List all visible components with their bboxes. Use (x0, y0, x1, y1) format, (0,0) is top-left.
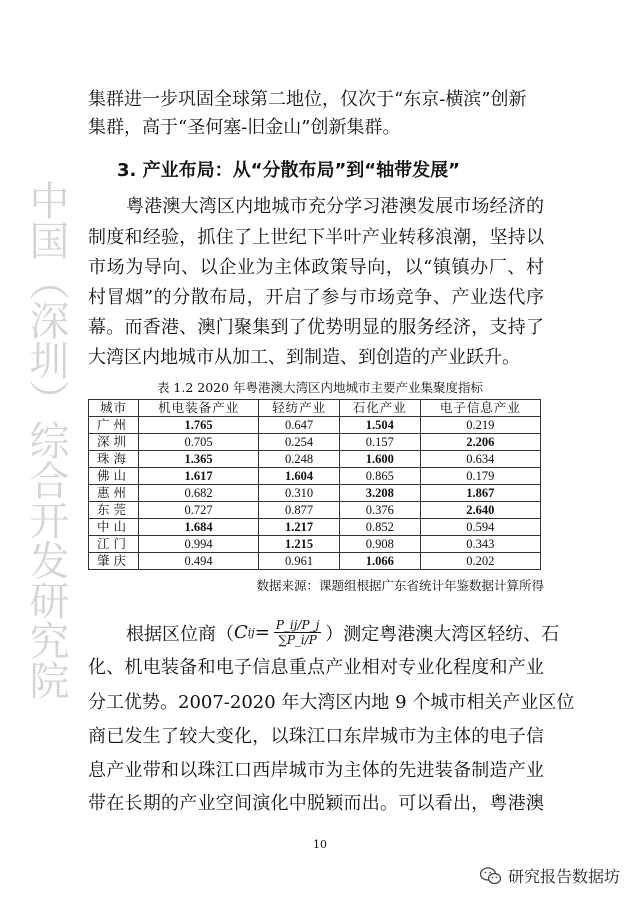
value-cell: 0.877 (259, 502, 340, 519)
value-cell: 0.682 (138, 485, 258, 502)
city-cell: 肇庆 (89, 553, 139, 570)
city-cell: 佛山 (89, 468, 139, 485)
column-header: 城市 (89, 400, 139, 417)
watermark: 中国（深圳）综合开发研究院 (23, 180, 69, 700)
formula-fraction (274, 618, 321, 647)
body-line: 集群进一步巩固全球第二地位，仅次于“东京-横滨”创新 (88, 89, 527, 110)
body-line: 村冒烟”的分散布局，开启了参与市场竞争、产业迭代序 (88, 287, 544, 308)
body-line: 分工优势。2007-2020 年大湾区内地 9 个城市相关产业区位 (88, 692, 575, 713)
table-row (89, 417, 541, 434)
table-row (89, 451, 541, 468)
value-cell: 0.254 (259, 434, 340, 451)
industry-cluster-table (88, 399, 541, 570)
value-cell: 1.365 (138, 451, 258, 468)
formula-eq: = (254, 622, 270, 643)
formula-lhs-sub: ij (247, 626, 255, 639)
formula-denominator: ∑P_i/P (278, 633, 317, 647)
city-cell: 惠州 (89, 485, 139, 502)
body-line: 化、机电装备和电子信息重点产业相对专业化程度和产业 (88, 657, 544, 678)
value-cell: 0.179 (420, 468, 540, 485)
city-cell: 深圳 (89, 434, 139, 451)
value-cell: 3.208 (339, 485, 420, 502)
body-line: 幕。而香港、澳门聚集到了优势明显的服务经济，支持了 (88, 317, 544, 338)
value-cell: 0.202 (420, 553, 540, 570)
value-cell: 1.765 (138, 417, 258, 434)
section-heading: 3. 产业布局：从“分散布局”到“轴带发展” (117, 160, 460, 181)
body-line: 集群，高于“圣何塞-旧金山”创新集群。 (88, 117, 401, 138)
table-row (89, 468, 541, 485)
value-cell: 2.640 (420, 502, 540, 519)
formula-after: ）测定粤港澳大湾区轻纺、石 (325, 623, 560, 645)
brand-name: 研究报告数据坊 (507, 867, 620, 886)
city-cell: 广州 (89, 417, 139, 434)
column-header: 石化产业 (339, 400, 420, 417)
value-cell: 1.604 (259, 468, 340, 485)
formula-lhs: C (234, 622, 248, 643)
value-cell: 0.343 (420, 536, 540, 553)
value-cell: 1.867 (420, 485, 540, 502)
city-cell: 江门 (89, 536, 139, 553)
value-cell: 0.310 (259, 485, 340, 502)
column-header: 轻纺产业 (259, 400, 340, 417)
column-header: 电子信息产业 (420, 400, 540, 417)
table-row (89, 502, 541, 519)
value-cell: 1.504 (339, 417, 420, 434)
table-caption: 表 1.2 2020 年粤港澳大湾区内地城市主要产业集聚度指标 (156, 380, 484, 395)
value-cell: 1.684 (138, 519, 258, 536)
value-cell: 0.865 (339, 468, 420, 485)
value-cell: 0.852 (339, 519, 420, 536)
body-line: 带在长期的产业空间演化中脱颖而出。可以看出，粤港澳 (88, 793, 544, 814)
body-line: 市场为导向、以企业为主体政策导向，以“镇镇办厂、村 (88, 257, 544, 278)
table-row (89, 434, 541, 451)
value-cell: 0.647 (259, 417, 340, 434)
formula-line (126, 618, 560, 647)
table-row (89, 519, 541, 536)
city-cell: 东莞 (89, 502, 139, 519)
table-row (89, 553, 541, 570)
value-cell: 0.248 (259, 451, 340, 468)
wechat-icon (480, 867, 502, 885)
value-cell: 0.727 (138, 502, 258, 519)
body-line: 商已发生了较大变化，以珠江口东岸城市为主体的电子信 (88, 726, 544, 747)
body-line: 息产业带和以珠江口西岸城市为主体的先进装备制造产业 (88, 760, 544, 781)
table-row (89, 536, 541, 553)
value-cell: 0.634 (420, 451, 540, 468)
body-line: 制度和经验，抓住了上世纪下半叶产业转移浪潮，坚持以 (88, 227, 544, 248)
value-cell: 1.600 (339, 451, 420, 468)
formula-numerator: P_ij/P_j (275, 618, 320, 632)
value-cell: 0.157 (339, 434, 420, 451)
value-cell: 2.206 (420, 434, 540, 451)
table-source: 数据来源：课题组根据广东省统计年鉴数据计算所得 (256, 578, 544, 593)
value-cell: 0.705 (138, 434, 258, 451)
value-cell: 0.376 (339, 502, 420, 519)
value-cell: 0.994 (138, 536, 258, 553)
brand-footer (480, 864, 620, 887)
table-row (89, 485, 541, 502)
city-cell: 中山 (89, 519, 139, 536)
formula (234, 618, 325, 647)
page-number: 10 (313, 838, 327, 851)
column-header: 机电装备产业 (138, 400, 258, 417)
city-cell: 珠海 (89, 451, 139, 468)
value-cell: 1.066 (339, 553, 420, 570)
formula-before: 根据区位商（ (126, 623, 234, 645)
body-line: 大湾区内地城市从加工、到制造、到创造的产业跃升。 (88, 347, 520, 368)
value-cell: 1.215 (259, 536, 340, 553)
value-cell: 0.594 (420, 519, 540, 536)
value-cell: 1.617 (138, 468, 258, 485)
value-cell: 1.217 (259, 519, 340, 536)
value-cell: 0.908 (339, 536, 420, 553)
value-cell: 0.961 (259, 553, 340, 570)
value-cell: 0.494 (138, 553, 258, 570)
body-line: 粤港澳大湾区内地城市充分学习港澳发展市场经济的 (126, 196, 544, 217)
value-cell: 0.219 (420, 417, 540, 434)
